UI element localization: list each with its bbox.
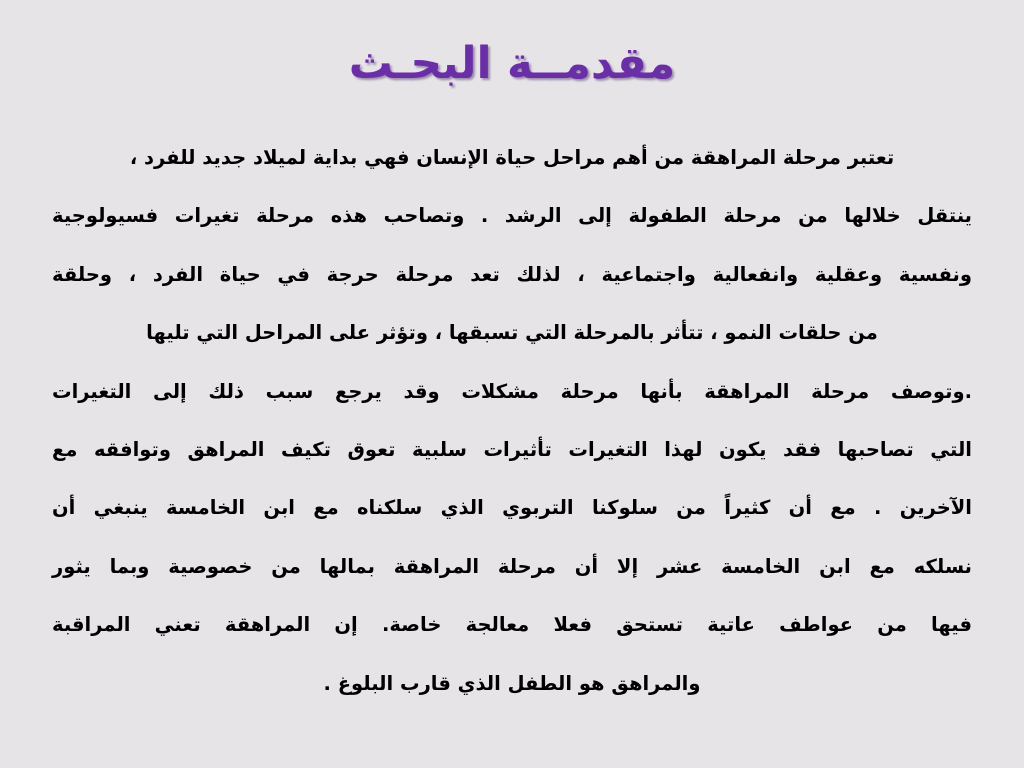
slide-title: مقدمــة البحـث	[348, 38, 676, 89]
paragraph-line-4: من حلقات النمو ، تتأثر بالمرحلة التي تسبقها ، وتؤثر على المراحل التي تليها	[146, 321, 878, 345]
paragraph-line-8: نسلكه مع ابن الخامسة عشر إلا أن مرحلة المراهقة بمالها من خصوصية وبما يثور	[52, 554, 972, 578]
paragraph-line-5: .وتوصف مرحلة المراهقة بأنها مرحلة مشكلات وقد يرجع سبب ذلك إلى التغيرات	[52, 379, 972, 403]
paragraph-line-6: التي تصاحبها فقد يكون لهذا التغيرات تأثيرات سلبية تعوق تكيف المراهق وتوافقه مع	[52, 437, 972, 461]
paragraph-line-7: الآخرين . مع أن كثيراً من سلوكنا التربوي الذي سلكناه مع ابن الخامسة ينبغي أن	[52, 496, 972, 520]
body-paragraph	[52, 136, 972, 720]
paragraph-line-3: ونفسية وعقلية وانفعالية واجتماعية ، لذلك تعد مرحلة حرجة في حياة الفرد ، وحلقة	[52, 262, 972, 286]
paragraph-line-2: ينتقل خلالها من مرحلة الطفولة إلى الرشد . وتصاحب هذه مرحلة تغيرات فسيولوجية	[52, 204, 972, 228]
paragraph-line-10: والمراهق هو الطفل الذي قارب البلوغ .	[323, 671, 701, 695]
paragraph-line-9: فيها من عواطف عاتية تستحق فعلا معالجة خاصة. إن المراهقة تعني المراقبة	[52, 613, 972, 637]
paragraph-line-1: تعتبر مرحلة المراهقة من أهم مراحل حياة الإنسان فهي بداية لميلاد جديد للفرد ،	[129, 146, 895, 169]
